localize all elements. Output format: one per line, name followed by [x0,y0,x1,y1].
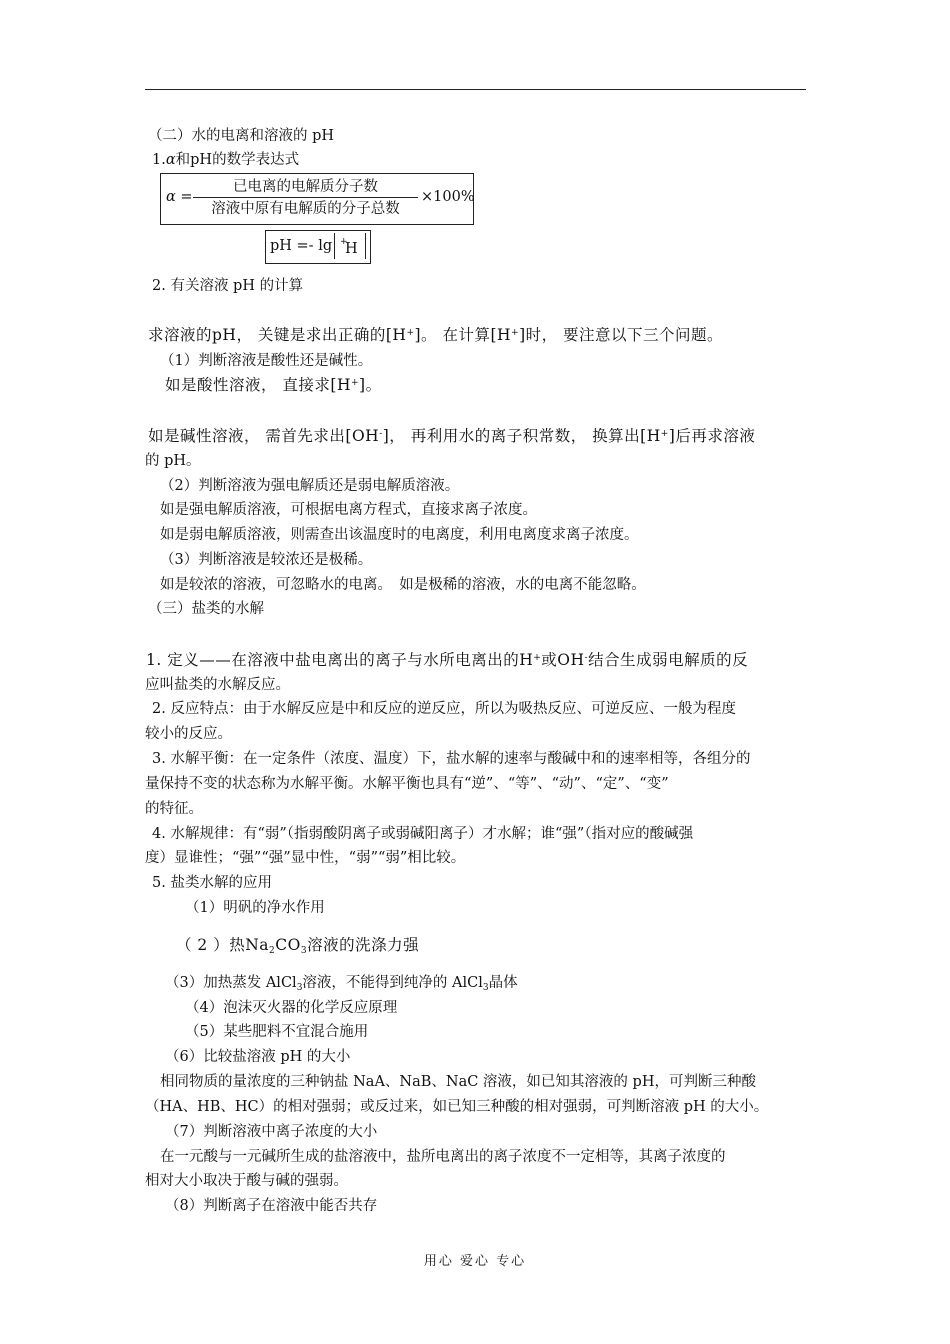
item-ph-calculation: 2. 有关溶液 pH 的计算 [152,278,304,294]
reaction-features: 2. 反应特点：由于水解反应是中和反应的逆反应，所以为吸热反应、可逆反应、一般为程度 [152,701,736,717]
acid-solution-text: 如是酸性溶液， 直接求[H+]。 [165,376,382,394]
weak-electrolyte-text: 如是弱电解质溶液，则需查出该温度时的电离度，利用电离度求离子浓度。 [160,527,639,543]
question-concentration: （3）判断溶液是较浓还是极稀。 [160,552,373,568]
ph-formula [265,230,371,264]
header-rule [145,89,806,90]
formula-denominator: 溶液中原有电解质的分子总数 [211,201,400,217]
ph-bracket: H + [334,233,366,259]
application-sodium-carbonate: （ 2 ）热$Na_2CO_3$溶液的洗涤力强 [176,936,420,956]
application-ion-concentration: （7）判断溶液中离子浓度的大小 [165,1124,378,1140]
hydrolysis-definition-cont: 应叫盐类的水解反应。 [145,677,290,693]
ionization-degree-formula [160,173,474,225]
hydrolysis-rules: 4. 水解规律：有“弱”（指弱酸阴离子或弱碱阳离子）才水解；谁“强”（指对应的酸碱强 [152,826,694,842]
section-title-ionization: （二）水的电离和溶液的 pH [148,128,335,144]
hydrolysis-equilibrium: 3. 水解平衡：在一定条件（浓度、温度）下，盐水解的速率与酸碱中和的速率相等，各组分的 [152,751,751,767]
formula-fraction [193,177,418,220]
application-compare-ph: （6）比较盐溶液 pH 的大小 [165,1049,351,1065]
base-solution-text: 如是碱性溶液， 需首先求出[OH-]， 再利用水的离子积常数， 换算出[H+]后再求溶液 [148,427,756,445]
section-title-hydrolysis: （三）盐类的水解 [148,601,264,617]
ion-concentration-text: 在一元酸与一元碱所生成的盐溶液中，盐所电离出的离子浓度不一定相等，其离子浓度的 [160,1149,726,1165]
hydrolysis-applications: 5. 盐类水解的应用 [152,875,272,891]
hydrolysis-equilibrium-cont: 量保持不变的状态称为水解平衡。水解平衡也具有“逆”、“等”、“动”、“定”、“变” [145,776,669,792]
hydrolysis-rules-cont: 度）显谁性；“强”“强”显中性，“弱”“弱”相比较。 [145,850,466,866]
hydrolysis-equilibrium-end: 的特征。 [145,801,203,817]
application-fertilizer: （5）某些肥料不宜混合施用 [185,1024,369,1040]
calc-intro: 求溶液的pH， 关键是求出正确的[H+]。 在计算[H+]时， 要注意以下三个问题。 [148,326,724,344]
application-alcl3: （3）加热蒸发 AlCl$_3$溶液，不能得到纯净的 AlCl$_3$晶体 [165,975,518,993]
reaction-features-cont: 较小的反应。 [145,726,232,742]
alpha-symbol: α = [166,189,193,205]
formula-percent: ×100% [421,189,475,205]
question-acid-base: （1）判断溶液是酸性还是碱性。 [160,353,373,369]
compare-ph-text-cont: （HA、HB、HC）的相对强弱；或反过来，如已知三种酸的相对强弱，可判断溶液 pH 的大小。 [145,1099,769,1115]
base-solution-text-cont: 的 pH。 [145,453,201,469]
ph-expression: pH =- lg [270,238,333,254]
strong-electrolyte-text: 如是强电解质溶液，可根据电离方程式，直接求离子浓度。 [160,502,537,518]
application-alum: （1）明矾的净水作用 [185,900,325,916]
item-formula-heading: 1.α和pH的数学表达式 [152,152,300,168]
application-ion-coexistence: （8）判断离子在溶液中能否共存 [165,1198,378,1214]
question-strong-weak: （2）判断溶液为强电解质还是弱电解质溶液。 [160,478,460,494]
ion-concentration-text-cont: 相对大小取决于酸与碱的强弱。 [145,1173,348,1189]
compare-ph-text: 相同物质的量浓度的三种钠盐 NaA、NaB、NaC 溶液，如已知其溶液的 pH，可判断三种酸 [160,1074,756,1090]
application-fire-extinguisher: （4）泡沫灭火器的化学反应原理 [185,1000,398,1016]
hydrolysis-definition: 1. 定义——在溶液中盐电离出的离子与水所电离出的H+或OH-结合生成弱电解质的反 [146,651,749,669]
formula-numerator: 已电离的电解质分子数 [193,177,418,198]
page-footer: 用心 爱心 专心 [423,1254,527,1269]
concentration-text: 如是较浓的溶液，可忽略水的电离。 如是极稀的溶液，水的电离不能忽略。 [160,577,646,593]
